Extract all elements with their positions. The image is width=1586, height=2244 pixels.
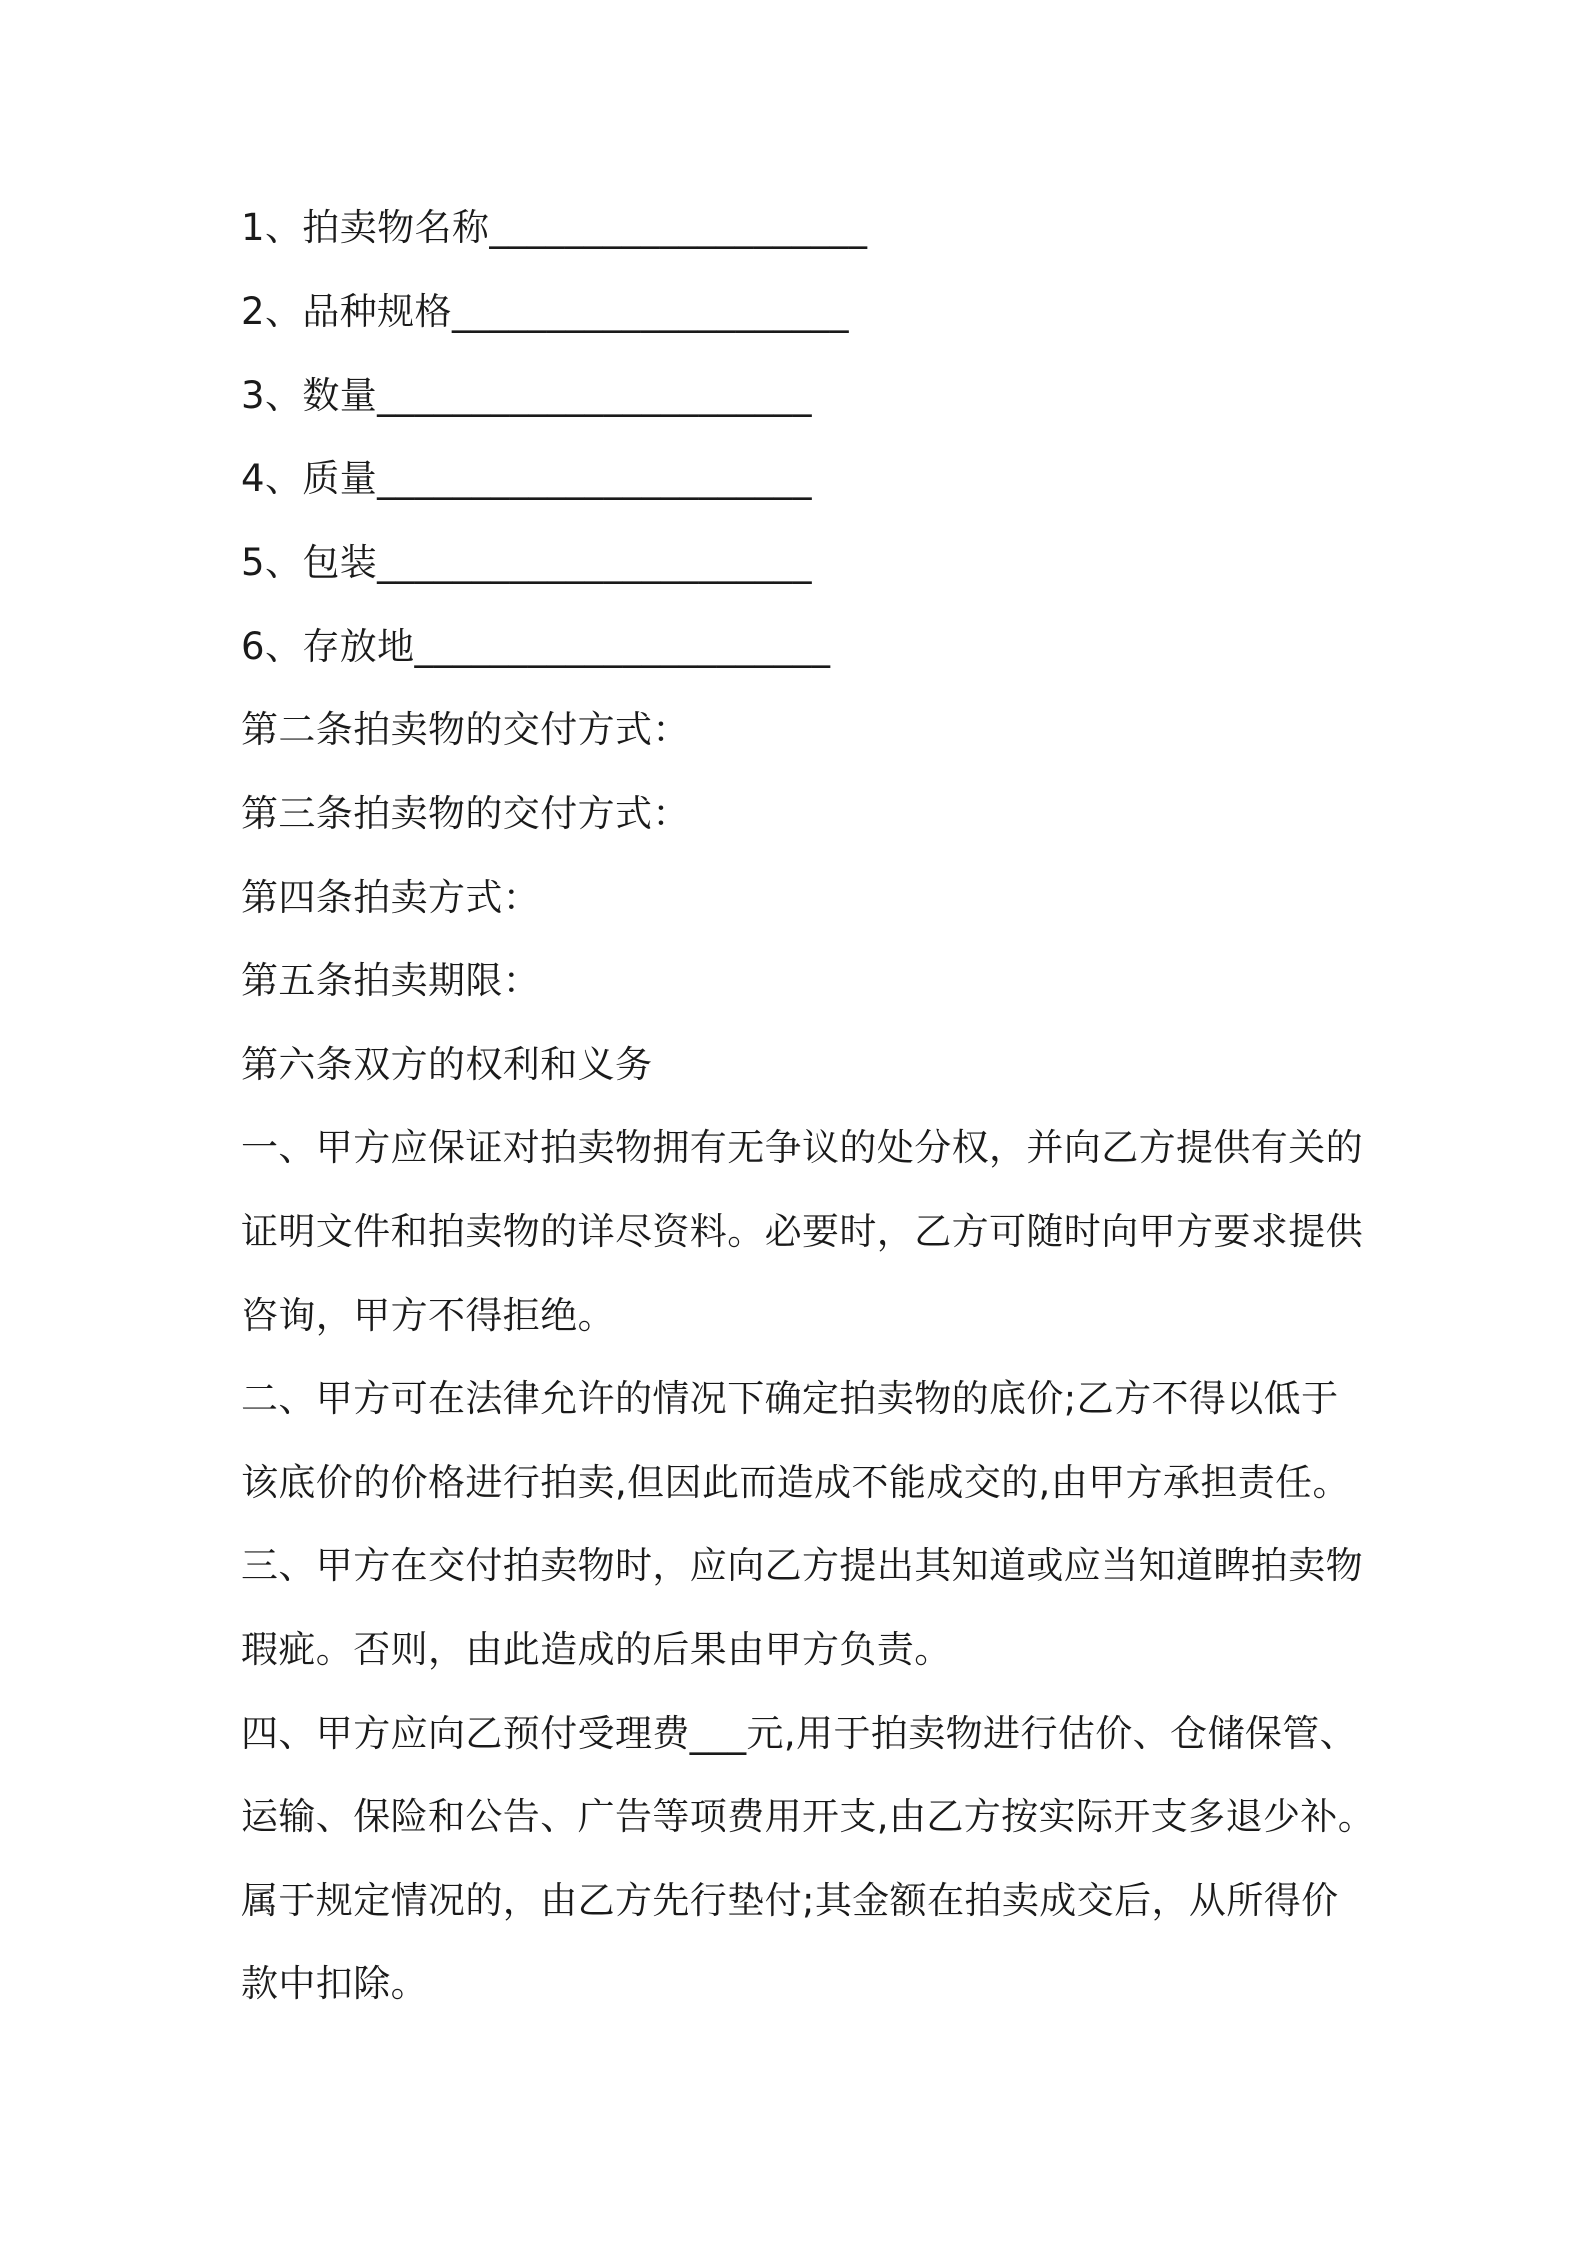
paragraph-line: 瑕疵。否则，由此造成的后果由甲方负责。 xyxy=(241,1628,952,1671)
article-5-heading: 第五条拍卖期限： xyxy=(241,959,541,1002)
paragraph-line: 咨询，甲方不得拒绝。 xyxy=(241,1294,615,1337)
paragraph-line: 运输、保险和公告、广告等项费用开支,由乙方按实际开支多退少补。 xyxy=(241,1795,1376,1838)
paragraph-line: 属于规定情况的，由乙方先行垫付;其金额在拍卖成交后，从所得价 xyxy=(241,1879,1339,1922)
paragraph-line: 四、甲方应向乙预付受理费___元,用于拍卖物进行估价、仓储保管、 xyxy=(241,1712,1358,1755)
paragraph-line: 款中扣除。 xyxy=(241,1962,428,2005)
article-2-heading: 第二条拍卖物的交付方式： xyxy=(241,708,690,751)
article-6-heading: 第六条双方的权利和义务 xyxy=(241,1043,653,1086)
item-variety-spec: 2、品种规格_____________________ xyxy=(241,290,849,333)
article-3-heading: 第三条拍卖物的交付方式： xyxy=(241,792,690,835)
item-packaging: 5、包装_______________________ xyxy=(241,541,812,584)
article-4-heading: 第四条拍卖方式： xyxy=(241,876,541,919)
item-quality: 4、质量_______________________ xyxy=(241,457,812,500)
paragraph-line: 三、甲方在交付拍卖物时，应向乙方提出其知道或应当知道睥拍卖物 xyxy=(241,1544,1363,1587)
paragraph-line: 一、甲方应保证对拍卖物拥有无争议的处分权，并向乙方提供有关的 xyxy=(241,1126,1363,1169)
item-quantity: 3、数量_______________________ xyxy=(241,374,812,417)
paragraph-line: 该底价的价格进行拍卖,但因此而造成不能成交的,由甲方承担责任。 xyxy=(241,1461,1350,1504)
item-storage-location: 6、存放地______________________ xyxy=(241,625,831,668)
paragraph-line: 二、甲方可在法律允许的情况下确定拍卖物的底价;乙方不得以低于 xyxy=(241,1377,1339,1420)
paragraph-line: 证明文件和拍卖物的详尽资料。必要时，乙方可随时向甲方要求提供 xyxy=(241,1210,1363,1253)
item-auction-name: 1、拍卖物名称____________________ xyxy=(241,206,868,249)
